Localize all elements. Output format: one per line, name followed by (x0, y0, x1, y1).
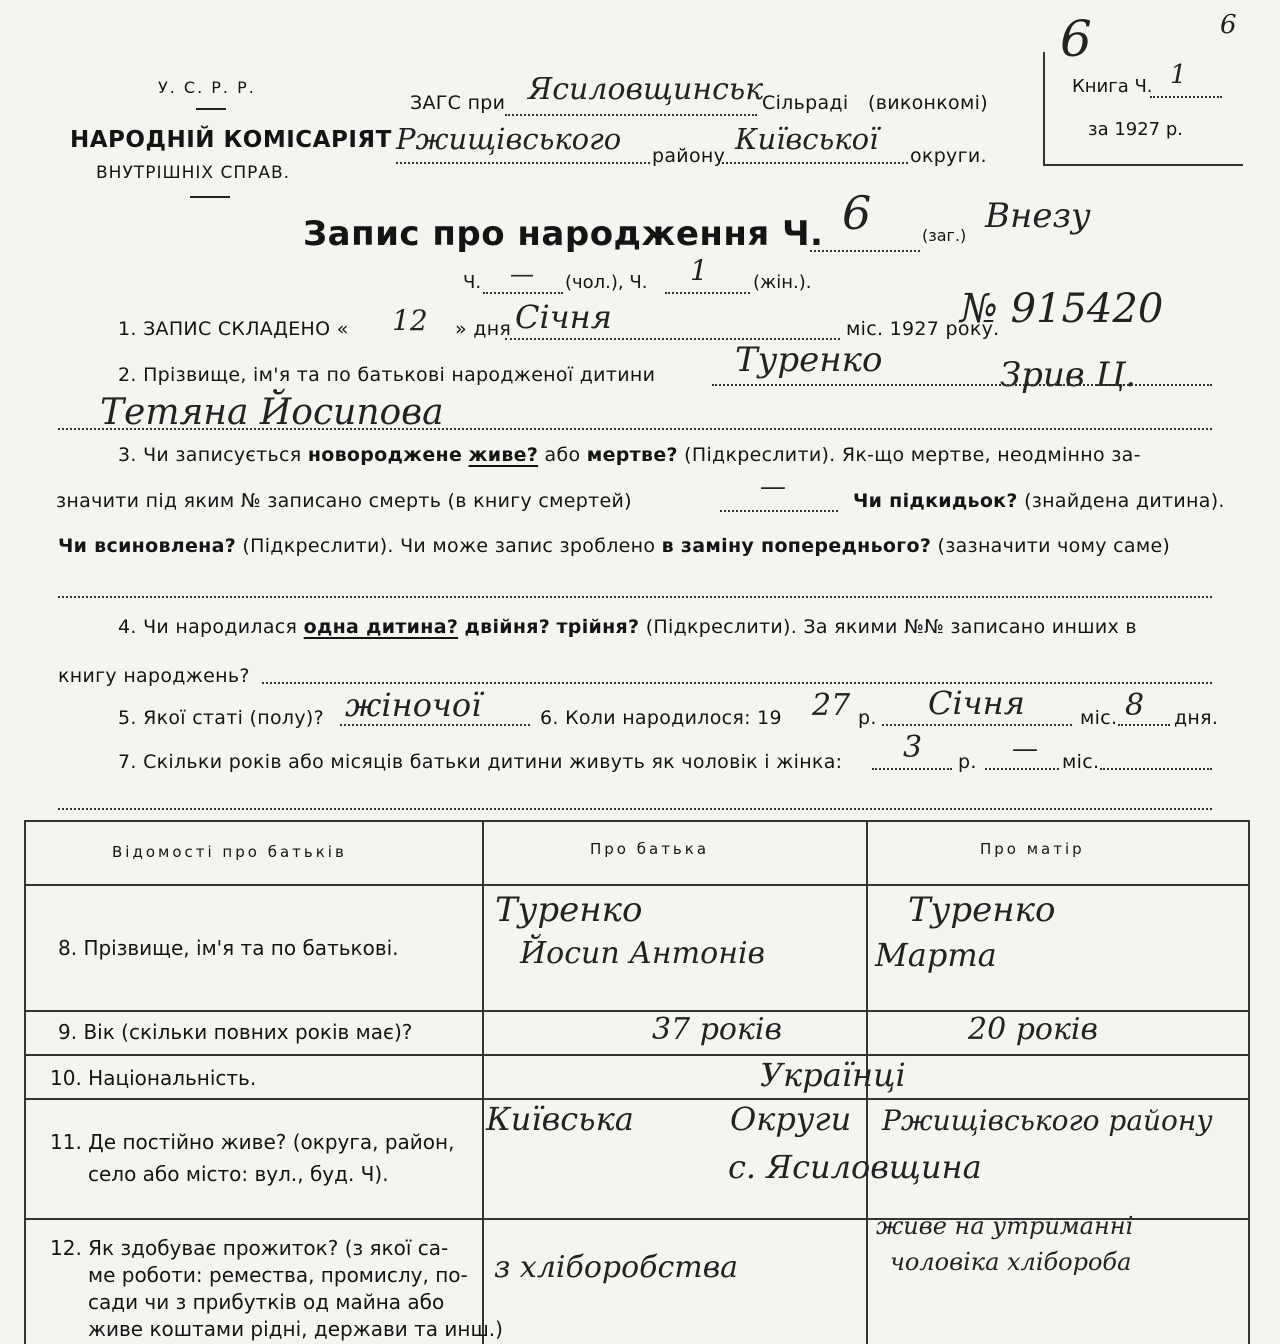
row-12-label-4: живе коштами рідні, держави та инш.) (88, 1317, 503, 1341)
field-2-line-2 (58, 428, 1212, 430)
record-number-line (810, 250, 920, 252)
chol-prefix: Ч. (463, 272, 482, 293)
internal-affairs-label: ВНУТРІШНІХ СПРАВ. (96, 163, 291, 183)
zhin-handwriting: 1 (690, 254, 708, 287)
field-6-day-handwriting: 8 (1125, 688, 1145, 723)
field-4-triplets-option: трійня? (556, 616, 640, 638)
okruha-line (718, 162, 908, 164)
book-number-line (1150, 96, 1222, 98)
village-council-handwriting: Ясиловщинськ (528, 72, 764, 107)
row-8-mother-surname: Туренко (908, 890, 1056, 930)
field-3-num: 3. Чи записується (118, 444, 302, 466)
field-7-line-2 (58, 808, 1212, 810)
okruhy-label: округи. (910, 145, 987, 167)
zag-label: (заг.) (922, 226, 967, 245)
row-12-label-3: сади чи з прибутків од майна або (88, 1290, 445, 1314)
row-8-father-surname: Туренко (495, 890, 643, 930)
row-12-mother-livelihood-2: чоловіка хлібороба (890, 1248, 1132, 1276)
row-11-residence-a: Київська (486, 1100, 634, 1138)
raionu-label: району (652, 145, 726, 167)
field-1-day-handwriting: 12 (392, 304, 428, 337)
field-6-label: 6. Коли народилося: 19 (540, 707, 782, 729)
row-12-label-1: 12. Як здобуває прожиток? (з якої са- (50, 1236, 449, 1260)
field-3-foundling: Чи підкидьок? (853, 490, 1018, 512)
field-7-label: 7. Скільки років або місяців батьки дитини живуть як чоловік і жінка: (118, 751, 843, 773)
chol-handwriting: — (510, 260, 534, 288)
field-4-twins-option: двійня? (464, 616, 551, 638)
field-5-label: 5. Якої статі (полу)? (118, 707, 324, 729)
field-3-rest-2: значити під яким № записано смерть (в книгу смертей) (56, 490, 632, 512)
field-2-line (712, 384, 1212, 386)
field-4-line (262, 682, 1212, 684)
field-6-r: р. (858, 707, 877, 729)
district-handwriting: Ржищівського (396, 122, 622, 156)
field-3-or: або (544, 444, 581, 466)
field-6-dnia: дня. (1174, 707, 1219, 729)
district-line (396, 162, 650, 164)
row-8-father-names: Йосип Антонів (520, 936, 766, 971)
row-11-residence-b: Округи (730, 1100, 852, 1138)
corner-number-handwriting: 6 (1060, 10, 1092, 68)
book-number-handwriting: 1 (1170, 60, 1187, 90)
field-7-r: р. (958, 751, 977, 773)
row-11-residence-c: Ржищівського району (882, 1104, 1213, 1137)
field-2-names-handwriting: Тетяна Йосипова (100, 392, 444, 433)
row-10-label: 10. Національність. (50, 1066, 257, 1090)
book-label: Книга Ч. (1072, 76, 1153, 97)
field-3-newborn: новороджене (307, 444, 463, 466)
field-4-num: 4. Чи народилася (118, 616, 298, 638)
row-11-label-1: 11. Де постійно живе? (округа, район, (50, 1130, 455, 1154)
field-6-month-handwriting: Січня (928, 684, 1025, 722)
field-4-rest: (Підкреслити). За якими №№ записано инших в (645, 616, 1137, 638)
field-2-surname-handwriting: Туренко (735, 340, 883, 380)
header-divider (190, 196, 230, 198)
field-1-month-handwriting: Січня (515, 298, 612, 336)
table-header-parents: Відомості про батьків (112, 843, 347, 861)
field-3-foundling-group (853, 490, 1225, 512)
field-2-label: 2. Прізвище, ім'я та по батькові народженої дитини (118, 364, 656, 386)
row-9-label: 9. Вік (скільки повних років має)? (58, 1020, 413, 1044)
row-11-village: с. Ясиловщина (728, 1148, 982, 1186)
okruha-handwriting: Київської (735, 122, 879, 156)
row-8-label: 8. Прізвище, ім'я та по батькові. (58, 936, 399, 960)
field-6-day-line (1118, 724, 1170, 726)
row-9-father-age: 37 років (652, 1012, 782, 1047)
book-box-bottom (1043, 164, 1243, 166)
field-3-death-line (720, 510, 838, 512)
field-7-years-line (872, 768, 952, 770)
field-6-mis: міс. (1080, 707, 1118, 729)
field-4-rest-2: книгу народжень? (58, 665, 250, 687)
field-1-suffix: міс. 1927 року. (846, 318, 1000, 340)
zag-handwriting: Внезу (985, 196, 1091, 236)
field-3-found-paren: (знайдена дитина). (1024, 490, 1225, 512)
corner-number-handwriting-2: 6 (1220, 10, 1237, 40)
field-1-dnia: » дня (455, 318, 512, 340)
field-2-note-handwriting: Зрив Ц. (1000, 355, 1136, 395)
field-5-handwriting: жіночої (345, 686, 482, 724)
row-12-label-2: ме роботи: ремества, промислу, по- (88, 1263, 468, 1287)
chol-line (483, 292, 563, 294)
field-7-years-handwriting: 3 (903, 730, 923, 765)
village-council-line (505, 114, 757, 116)
book-year: за 1927 р. (1088, 119, 1184, 140)
zhin-line (665, 292, 750, 294)
table-header-mother: Про матір (980, 840, 1085, 858)
field-4-one-option: одна дитина? (303, 616, 459, 638)
field-3-rest-1: (Підкреслити). Як-що мертве, неодмінно за- (684, 444, 1141, 466)
row-11-label-2: село або місто: вул., буд. Ч). (88, 1162, 389, 1186)
field-3-line-2 (56, 490, 632, 512)
chol-label: (чол.), Ч. (565, 272, 648, 293)
row-12-father-livelihood: з хліборобства (494, 1250, 739, 1285)
commissariat-title: НАРОДНІЙ КОМІСАРІЯТ (70, 127, 392, 153)
table-header-father: Про батька (590, 840, 710, 858)
row-10-nationality: Українці (760, 1056, 906, 1094)
field-3-death-handwriting: — (760, 472, 786, 502)
record-title: Запис про народження Ч. (303, 214, 824, 254)
field-7-months-line (985, 768, 1059, 770)
field-3-replace: в заміну попереднього? (661, 535, 932, 557)
field-4-line-1 (118, 616, 1137, 638)
book-box-left (1043, 52, 1045, 164)
table-row-divider (24, 1054, 1250, 1056)
zags-prefix: ЗАГС при (410, 92, 506, 114)
field-3-line-1 (118, 444, 1141, 466)
table-col-divider (482, 820, 484, 1344)
field-3-alive-option: живе? (468, 444, 539, 466)
header-divider (196, 108, 226, 110)
field-3-line-3 (58, 535, 1170, 557)
field-3-explain: (зазначити чому саме) (937, 535, 1171, 557)
row-8-mother-name: Марта (875, 936, 997, 974)
table-row-divider (24, 884, 1250, 886)
field-7-months-line-2 (1100, 768, 1212, 770)
vykonkomi-label: (виконкомі) (868, 92, 988, 114)
field-3-dead-option: мертве? (586, 444, 678, 466)
field-7-mis: міс. (1062, 751, 1100, 773)
silradi-label: Сільраді (762, 92, 849, 114)
table-row-divider (24, 1098, 1250, 1100)
registry-number-handwriting: № 915420 (960, 286, 1164, 332)
record-number-handwriting: 6 (842, 186, 872, 240)
row-9-mother-age: 20 років (968, 1012, 1098, 1047)
field-6-year-handwriting: 27 (812, 688, 851, 723)
zhin-label: (жін.). (753, 272, 812, 293)
field-3-rest-3: (Підкреслити). Чи може запис зроблено (242, 535, 656, 557)
row-12-mother-livelihood-1: живе на утриманні (876, 1212, 1134, 1240)
field-6-month-line (882, 724, 1072, 726)
field-5-line (340, 724, 530, 726)
field-7-months-handwriting: — (1012, 734, 1038, 764)
field-1-label: 1. ЗАПИС СКЛАДЕНО « (118, 318, 349, 340)
field-3-adopted: Чи всиновлена? (58, 535, 237, 557)
ussr-label: У. С. Р. Р. (158, 78, 256, 97)
field-3-line-4 (58, 596, 1212, 598)
